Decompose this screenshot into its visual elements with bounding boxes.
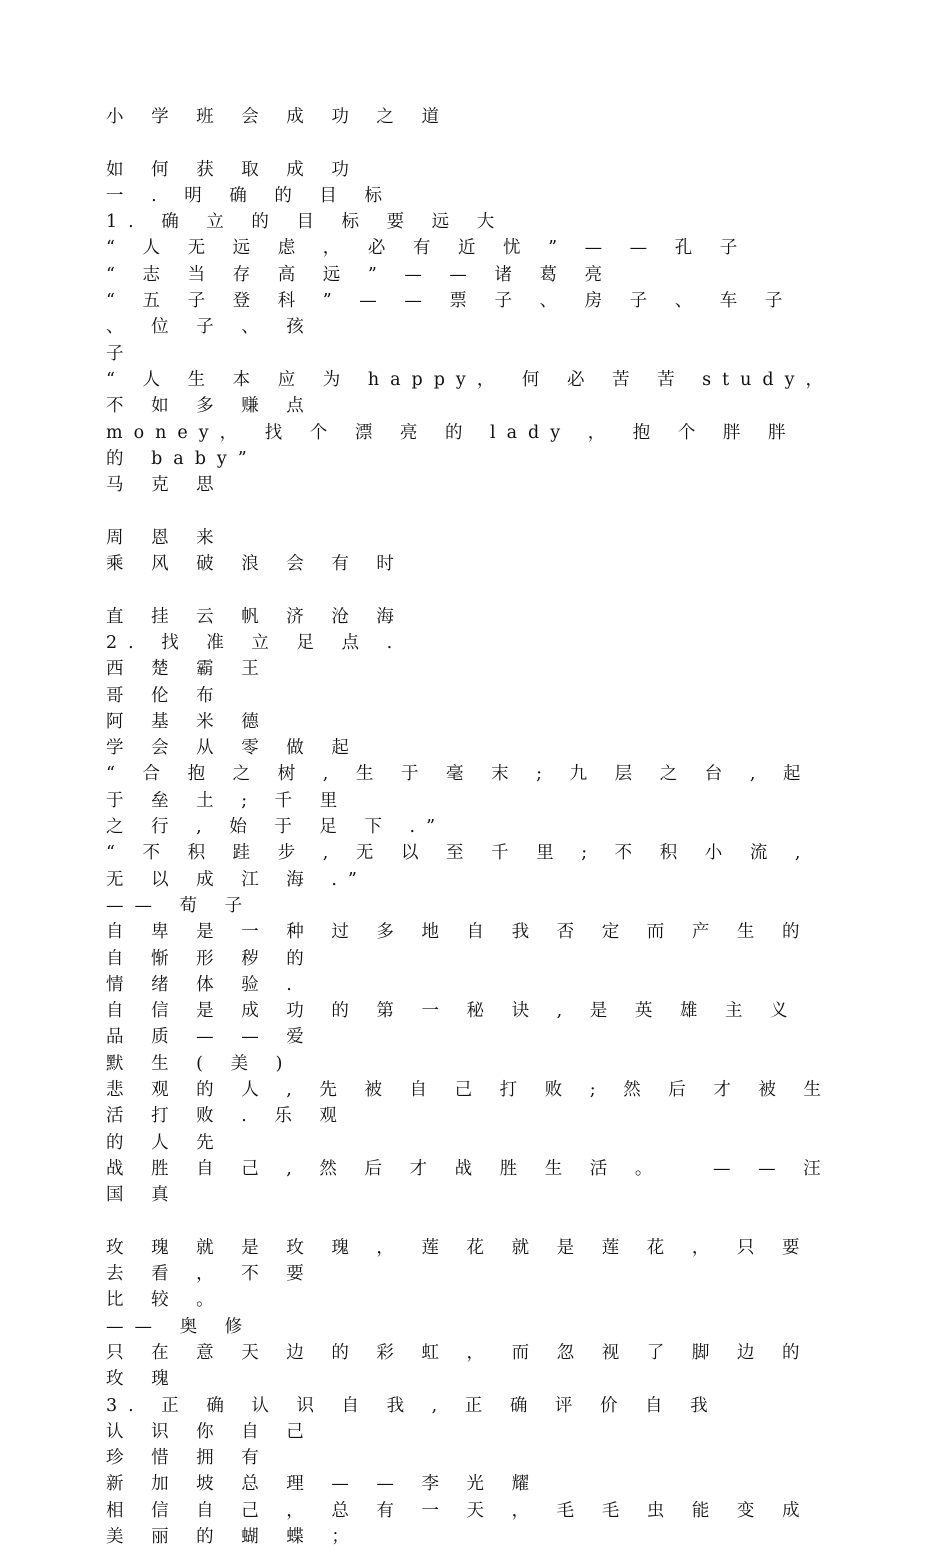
text-line: 3. 正 确 认 识 自 我 , 正 确 评 价 自 我 [106, 1395, 719, 1416]
text-line: 2. 找 准 立 足 点 . [106, 632, 404, 653]
text-line: 阿 基 米 德 [106, 711, 270, 732]
text-line: 玫 瑰 就 是 玫 瑰 ， 莲 花 就 是 莲 花 ， 只 要 去 看 ， 不 要 [106, 1237, 828, 1285]
text-line: “ 志 当 存 高 远 ” — — 诸 葛 亮 [106, 264, 614, 285]
text-line: 西 楚 霸 王 [106, 659, 270, 680]
text-line: 哥 伦 布 [106, 685, 225, 706]
text-line: 珍 惜 拥 有 [106, 1448, 270, 1469]
text-line: 自 信 是 成 功 的 第 一 秘 诀 , 是 英 雄 主 义 品 质 — — 爱 [106, 1001, 816, 1048]
text-line: 学 会 从 零 做 起 [106, 738, 360, 759]
text-line: 比 较 。 [106, 1290, 225, 1311]
text-line: “ 不 积 跬 步 , 无 以 至 千 里 ; 不 积 小 流 , 无 以 成 江 海 .” [106, 843, 829, 890]
text-line: 马 克 思 [106, 475, 225, 496]
text-line: “ 合 抱 之 树 , 生 于 毫 末 ; 九 层 之 台 , 起 于 垒 土 ; 千 里 [106, 764, 829, 811]
text-line: 1. 确 立 的 目 标 要 远 大 [106, 212, 506, 233]
blank-line [106, 130, 836, 156]
text-line: 战 胜 自 己 , 然 后 才 战 胜 生 活 。 — — 汪 国 真 [106, 1158, 849, 1206]
blank-line [106, 577, 836, 603]
text-line: 乘 风 破 浪 会 有 时 [106, 554, 405, 575]
blank-line [106, 1208, 836, 1234]
text-line: 新 加 坡 总 理 — — 李 光 耀 [106, 1474, 541, 1495]
text-line: 周 恩 来 [106, 527, 225, 548]
text-line: 相 信 自 己 ， 总 有 一 天 ， 毛 毛 虫 能 变 成 美 丽 的 蝴 蝶 ； [106, 1500, 828, 1548]
text-line: 如 何 获 取 成 功 [106, 159, 360, 180]
text-line: 默 生 ( 美 ) [106, 1053, 294, 1074]
text-line: money， 找 个 漂 亮 的 lady ， 抱 个 胖 胖 的 baby” [106, 422, 814, 469]
text-line: 子 [106, 343, 135, 364]
text-line: 自 卑 是 一 种 过 多 地 自 我 否 定 而 产 生 的 自 惭 形 秽 的 [106, 922, 828, 969]
text-line: 情 绪 体 验 . [106, 974, 303, 995]
text-line: —— 荀 子 [106, 895, 254, 916]
text-line: 的 人 先 [106, 1132, 225, 1153]
text-line: 认 识 你 自 己 [106, 1421, 315, 1442]
document-body [106, 130, 851, 1550]
text-line: 直 挂 云 帆 济 沧 海 [106, 606, 405, 627]
text-line: “ 五 子 登 科 ” — — 票 子 、 房 子 、 车 子 、 位 子 、 孩 [106, 291, 810, 338]
text-line: 悲 观 的 人 , 先 被 自 己 打 败 ; 然 后 才 被 生 活 打 败 . 乐 观 [106, 1079, 849, 1127]
text-line: 之 行 , 始 于 足 下 .” [106, 817, 447, 838]
text-line: “ 人 无 远 虑 ， 必 有 近 忧 ” — — 孔 子 [106, 238, 749, 259]
blank-line [106, 498, 836, 524]
text-line: 一 . 明 确 的 目 标 [106, 185, 393, 206]
text-line: 只 在 意 天 边 的 彩 虹 ， 而 忽 视 了 脚 边 的 玫 瑰 [106, 1342, 828, 1390]
text-line: —— 奥 修 [106, 1316, 254, 1337]
text-line: “ 人 生 本 应 为 happy， 何 必 苦 苦 study， 不 如 多 赚 点 [106, 369, 851, 417]
document-title: 小 学 班 会 成 功 之 道 [106, 107, 450, 127]
document-page [106, 104, 851, 1550]
